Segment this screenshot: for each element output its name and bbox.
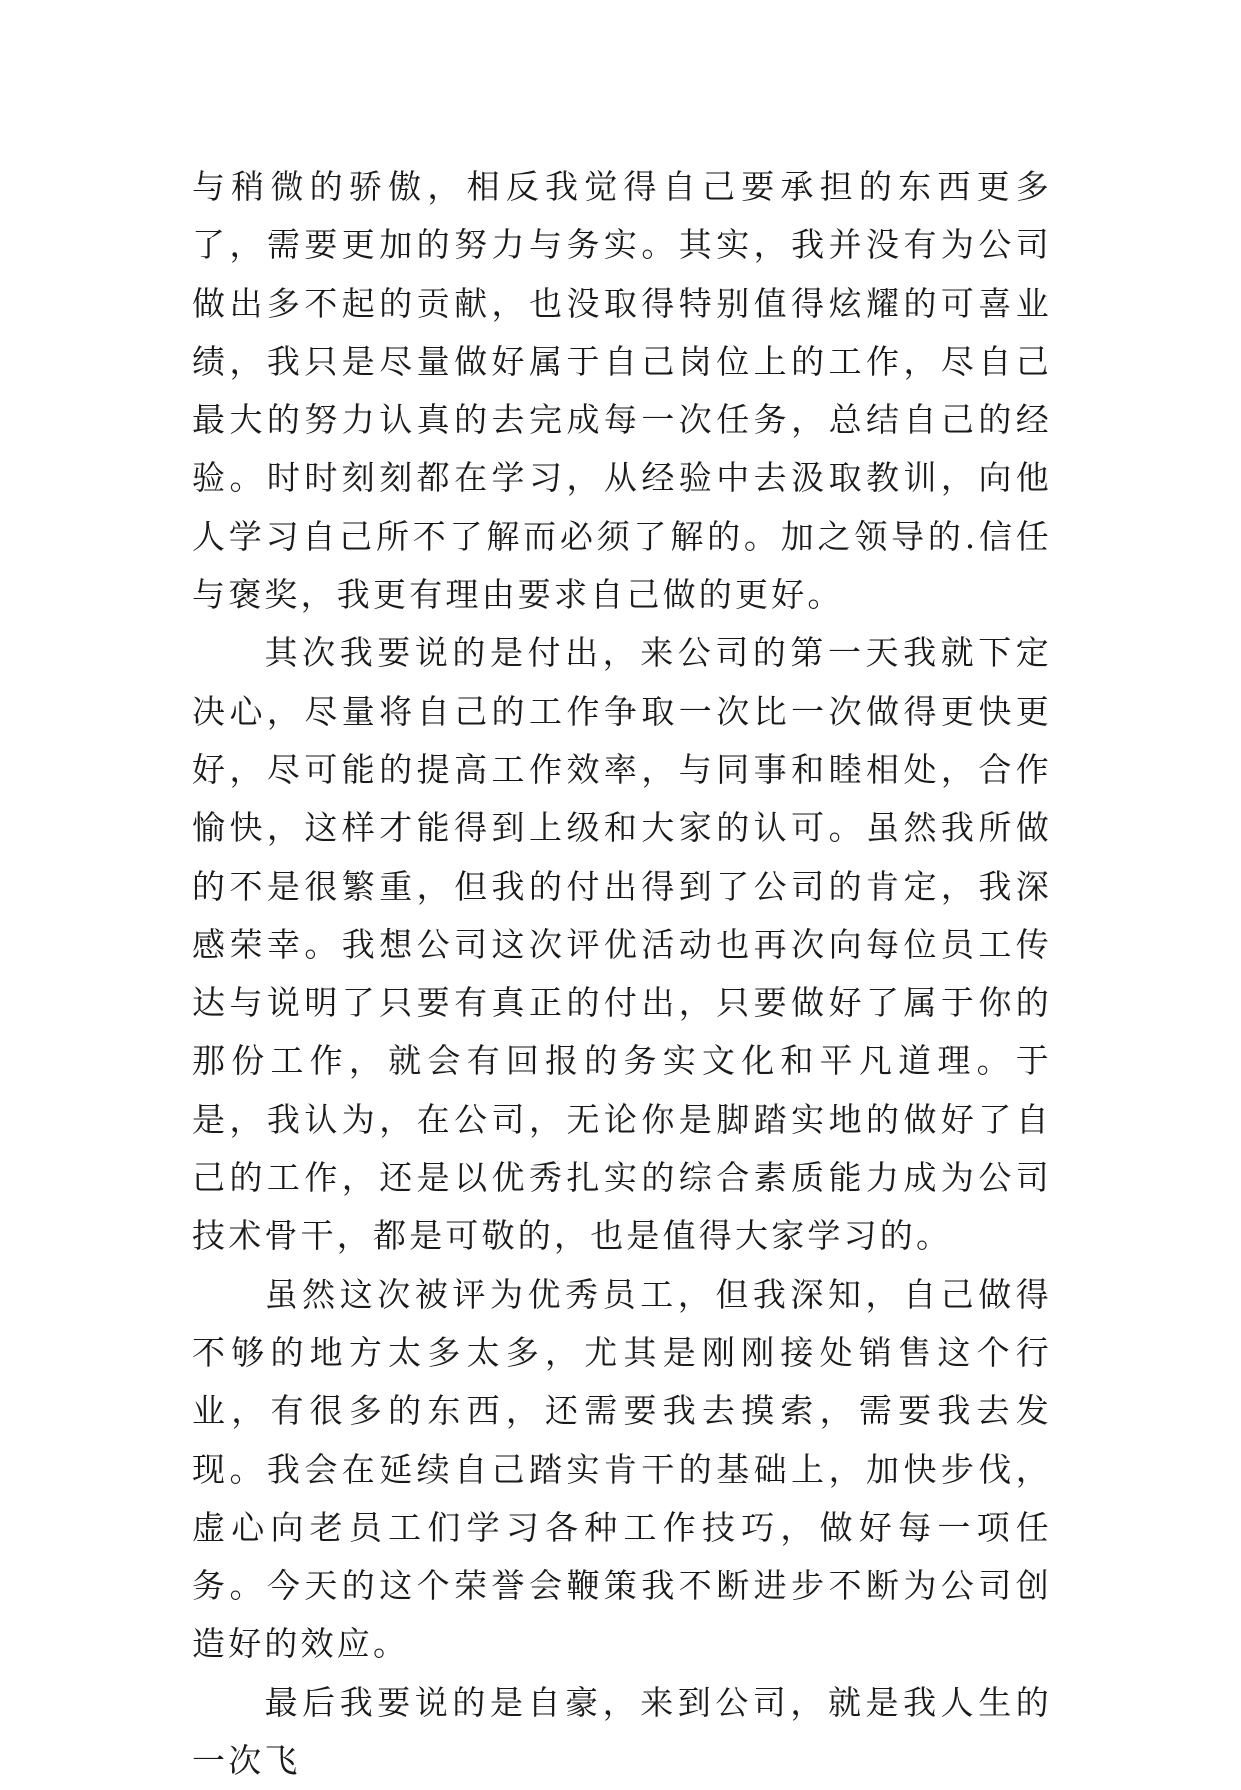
body-text — [192, 158, 1052, 1790]
paragraph-2: 其次我要说的是付出，来公司的第一天我就下定决心，尽量将自己的工作争取一次比一次做得更快更好，尽可能的提高工作效率，与同事和睦相处，合作愉快，这样才能得到上级和大家的认可。虽然我所做的不是很繁重，但我的付出得到了公司的肯定，我深感荣幸。我想公司这次评优活动也再次向每位员工传达与说明了只要有真正的付出，只要做好了属于你的那份工作，就会有回报的务实文化和平凡道理。于是，我认为，在公司，无论你是脚踏实地的做好了自己的工作，还是以优秀扎实的综合素质能力成为公司技术骨干，都是可敬的，也是值得大家学习的。 — [192, 633, 1052, 1256]
paragraph-3: 虽然这次被评为优秀员工，但我深知，自己做得不够的地方太多太多，尤其是刚刚接处销售这个行业，有很多的东西，还需要我去摸索，需要我去发现。我会在延续自己踏实肯干的基础上，加快步伐，虚心向老员工们学习各种工作技巧，做好每一项任务。今天的这个荣誉会鞭策我不断进步不断为公司创造好的效应。 — [192, 1274, 1052, 1664]
paragraph-4: 最后我要说的是自豪，来到公司，就是我人生的一次飞 — [192, 1682, 1052, 1781]
paragraph-1: 与稍微的骄傲，相反我觉得自己要承担的东西更多了，需要更加的努力与务实。其实，我并没有为公司做出多不起的贡献，也没取得特别值得炫耀的可喜业绩，我只是尽量做好属于自己岗位上的工作，尽自己最大的努力认真的去完成每一次任务，总结自己的经验。时时刻刻都在学习，从经验中去汲取教训，向他人学习自己所不了解而必须了解的。加之领导的.信任与褒奖，我更有理由要求自己做的更好。 — [192, 167, 1052, 615]
